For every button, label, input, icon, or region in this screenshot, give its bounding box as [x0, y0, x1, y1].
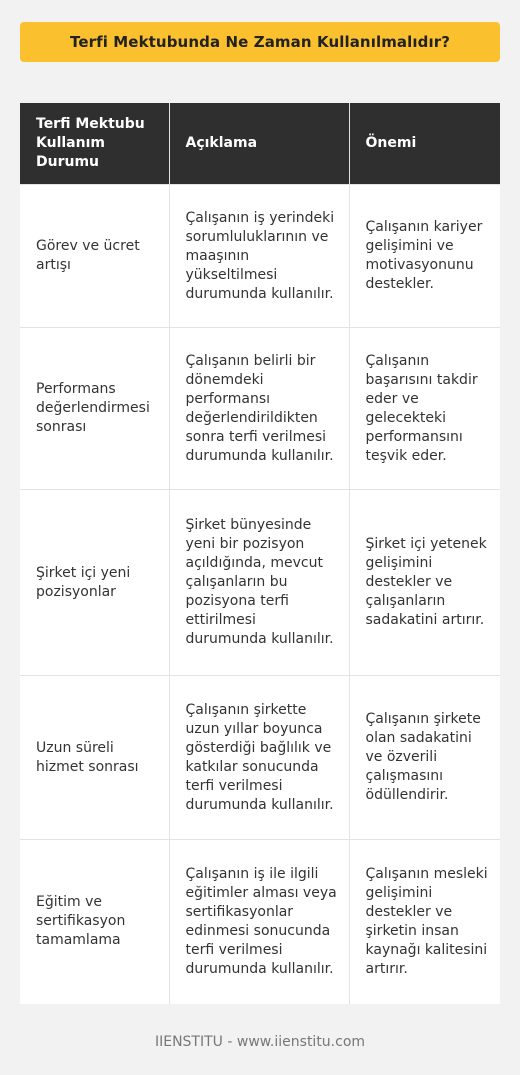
table-row: [20, 676, 500, 840]
cell-importance: Çalışanın kariyer gelişimini ve motivasyonunu destekler.: [349, 185, 500, 328]
cell-description: Çalışanın iş ile ilgili eğitimler alması veya sertifikasyonlar edinmesi sonucunda terfi verilmesi durumunda kullanılır.: [169, 840, 349, 1004]
cell-description: Çalışanın şirkette uzun yıllar boyunca gösterdiği bağlılık ve katkılar sonucunda terfi verilmesi durumunda kullanılır.: [169, 676, 349, 840]
cell-importance: Çalışanın başarısını takdir eder ve gelecekteki performansını teşvik eder.: [349, 328, 500, 490]
cell-description: Şirket bünyesinde yeni bir pozisyon açıldığında, mevcut çalışanların bu pozisyona terfi ettirilmesi durumunda kullanılır.: [169, 490, 349, 676]
table-row: [20, 840, 500, 1004]
cell-situation: Görev ve ücret artışı: [20, 185, 169, 328]
table-row: [20, 185, 500, 328]
cell-situation: Uzun süreli hizmet sonrası: [20, 676, 169, 840]
cell-description: Çalışanın iş yerindeki sorumluluklarının ve maaşının yükseltilmesi durumunda kullanılır.: [169, 185, 349, 328]
cell-importance: Şirket içi yetenek gelişimini destekler ve çalışanların sadakatini artırır.: [349, 490, 500, 676]
cell-situation: Eğitim ve sertifikasyon tamamlama: [20, 840, 169, 1004]
cell-situation: Şirket içi yeni pozisyonlar: [20, 490, 169, 676]
cell-importance: Çalışanın şirkete olan sadakatini ve özverili çalışmasını ödüllendirir.: [349, 676, 500, 840]
cell-importance: Çalışanın mesleki gelişimini destekler ve şirketin insan kaynağı kalitesini artırır.: [349, 840, 500, 1004]
table-row: [20, 490, 500, 676]
column-header-situation: Terfi Mektubu Kullanım Durumu: [20, 103, 169, 185]
usage-table: [20, 103, 500, 1004]
page-title: Terfi Mektubunda Ne Zaman Kullanılmalıdır?: [20, 22, 500, 62]
table-header-row: [20, 103, 500, 185]
cell-situation: Performans değerlendirmesi sonrası: [20, 328, 169, 490]
column-header-importance: Önemi: [349, 103, 500, 185]
footer-credit: IIENSTITU - www.iienstitu.com: [154, 1034, 366, 1050]
cell-description: Çalışanın belirli bir dönemdeki performansı değerlendirildikten sonra terfi verilmesi durumunda kullanılır.: [169, 328, 349, 490]
table-row: [20, 328, 500, 490]
column-header-description: Açıklama: [169, 103, 349, 185]
